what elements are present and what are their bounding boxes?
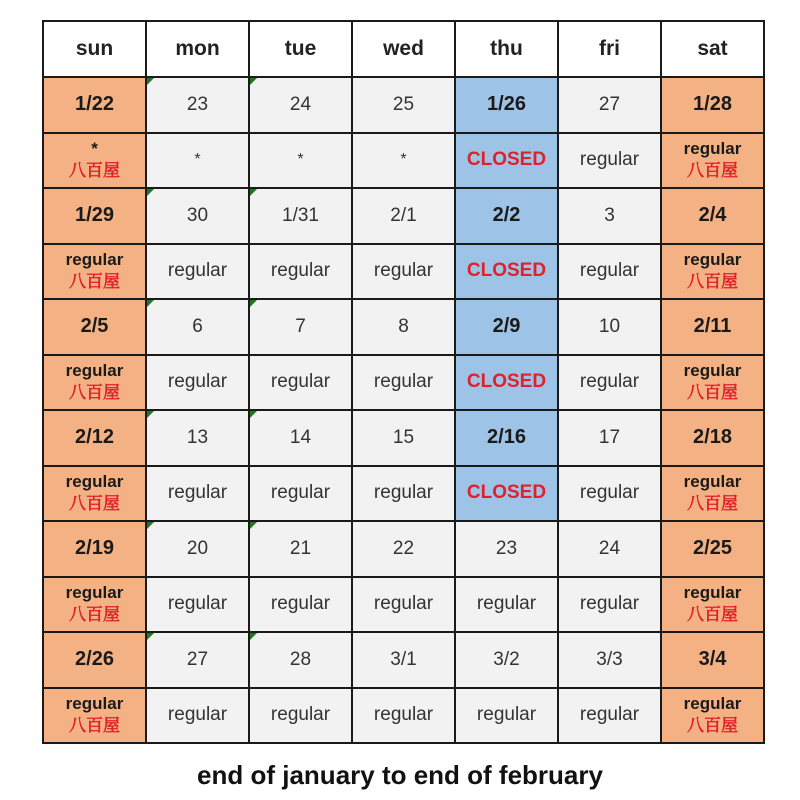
- date-cell[interactable]: [558, 77, 661, 133]
- status-cell[interactable]: [352, 244, 455, 300]
- date-label: 1/29: [75, 204, 114, 227]
- status-label: regular: [373, 260, 434, 282]
- status-label: regular: [167, 704, 228, 726]
- status-label: regular: [65, 360, 124, 380]
- date-cell[interactable]: [249, 188, 352, 244]
- status-label: *: [194, 151, 201, 169]
- status-cell[interactable]: [146, 577, 249, 633]
- date-label: 14: [289, 426, 312, 448]
- date-label: 15: [392, 426, 415, 448]
- date-cell[interactable]: [455, 299, 558, 355]
- comment-marker-icon: [147, 300, 154, 307]
- date-cell[interactable]: [352, 632, 455, 688]
- date-label: 25: [392, 93, 415, 115]
- calendar-body: [43, 77, 764, 743]
- shop-note: 八百屋: [687, 715, 738, 736]
- date-cell[interactable]: [558, 188, 661, 244]
- date-label: 1/26: [487, 93, 526, 116]
- date-label: 27: [186, 648, 209, 670]
- shop-note: 八百屋: [69, 493, 120, 514]
- status-cell[interactable]: [352, 466, 455, 522]
- comment-marker-icon: [250, 300, 257, 307]
- status-cell[interactable]: [661, 466, 764, 522]
- date-label: 6: [192, 315, 203, 337]
- date-cell[interactable]: [146, 521, 249, 577]
- shop-note: 八百屋: [687, 493, 738, 514]
- date-cell[interactable]: [43, 410, 146, 466]
- status-cell[interactable]: [43, 688, 146, 744]
- status-label: regular: [65, 471, 124, 491]
- header-sun: sun: [43, 21, 146, 77]
- date-label: 2/26: [75, 648, 114, 671]
- closed-label: CLOSED: [466, 260, 547, 282]
- date-label: 2/25: [693, 537, 732, 560]
- status-label: regular: [373, 371, 434, 393]
- date-row: [43, 77, 764, 133]
- shop-note: 八百屋: [687, 271, 738, 292]
- status-label: regular: [683, 582, 742, 602]
- date-cell[interactable]: [352, 410, 455, 466]
- header-fri: fri: [558, 21, 661, 77]
- status-cell[interactable]: [249, 355, 352, 411]
- status-label: *: [91, 138, 98, 158]
- comment-marker-icon: [250, 78, 257, 85]
- status-label: regular: [579, 371, 640, 393]
- status-cell[interactable]: [455, 355, 558, 411]
- date-label: 8: [398, 315, 409, 337]
- date-label: 2/5: [80, 315, 109, 338]
- date-cell[interactable]: [146, 410, 249, 466]
- status-label: regular: [65, 693, 124, 713]
- status-cell[interactable]: [146, 688, 249, 744]
- date-label: 3/4: [698, 648, 727, 671]
- date-cell[interactable]: [558, 299, 661, 355]
- header-thu: thu: [455, 21, 558, 77]
- date-cell[interactable]: [249, 521, 352, 577]
- status-label: regular: [579, 149, 640, 171]
- date-cell[interactable]: [249, 632, 352, 688]
- shop-note: 八百屋: [69, 160, 120, 181]
- date-label: 7: [295, 315, 306, 337]
- status-cell[interactable]: [43, 577, 146, 633]
- status-cell[interactable]: [455, 244, 558, 300]
- date-label: 2/19: [75, 537, 114, 560]
- date-label: 20: [186, 537, 209, 559]
- status-cell[interactable]: [146, 466, 249, 522]
- date-cell[interactable]: [661, 77, 764, 133]
- comment-marker-icon: [250, 189, 257, 196]
- status-cell[interactable]: [558, 244, 661, 300]
- date-label: 3/2: [493, 648, 520, 670]
- status-label: regular: [476, 593, 537, 615]
- status-cell[interactable]: [43, 133, 146, 189]
- status-cell[interactable]: [558, 466, 661, 522]
- closed-label: CLOSED: [466, 149, 547, 171]
- date-cell[interactable]: [352, 77, 455, 133]
- date-label: 23: [186, 93, 209, 115]
- comment-marker-icon: [250, 633, 257, 640]
- date-label: 28: [289, 648, 312, 670]
- status-cell[interactable]: [455, 466, 558, 522]
- date-cell[interactable]: [249, 77, 352, 133]
- date-label: 2/16: [487, 426, 526, 449]
- status-row: [43, 466, 764, 522]
- comment-marker-icon: [147, 189, 154, 196]
- closed-label: CLOSED: [466, 371, 547, 393]
- status-label: *: [400, 151, 407, 169]
- date-cell[interactable]: [661, 299, 764, 355]
- shop-note: 八百屋: [687, 382, 738, 403]
- date-row: [43, 299, 764, 355]
- date-cell[interactable]: [455, 410, 558, 466]
- date-label: 3/3: [596, 648, 623, 670]
- status-row: [43, 577, 764, 633]
- status-cell[interactable]: [558, 688, 661, 744]
- status-label: regular: [683, 138, 742, 158]
- status-cell[interactable]: [558, 577, 661, 633]
- calendar-caption: end of january to end of february: [197, 760, 603, 790]
- status-cell[interactable]: [43, 244, 146, 300]
- header-tue: tue: [249, 21, 352, 77]
- status-label: regular: [65, 249, 124, 269]
- status-cell[interactable]: [558, 355, 661, 411]
- status-cell[interactable]: [43, 466, 146, 522]
- status-cell[interactable]: [249, 688, 352, 744]
- status-label: regular: [270, 593, 331, 615]
- status-cell[interactable]: [146, 355, 249, 411]
- status-label: regular: [683, 249, 742, 269]
- shop-note: 八百屋: [69, 271, 120, 292]
- shop-note: 八百屋: [69, 604, 120, 625]
- comment-marker-icon: [147, 78, 154, 85]
- date-cell[interactable]: [352, 188, 455, 244]
- date-label: 2/11: [693, 315, 732, 338]
- date-label: 21: [289, 537, 312, 559]
- status-label: regular: [270, 482, 331, 504]
- date-cell[interactable]: [455, 188, 558, 244]
- date-label: 1/28: [693, 93, 732, 116]
- header-sat: sat: [661, 21, 764, 77]
- status-label: regular: [579, 593, 640, 615]
- comment-marker-icon: [147, 522, 154, 529]
- date-cell[interactable]: [558, 410, 661, 466]
- date-label: 23: [495, 537, 518, 559]
- date-label: 17: [598, 426, 621, 448]
- date-label: 1/22: [75, 93, 114, 116]
- status-cell[interactable]: [661, 133, 764, 189]
- date-label: 2/12: [75, 426, 114, 449]
- date-row: [43, 410, 764, 466]
- date-label: 2/1: [390, 204, 417, 226]
- status-cell[interactable]: [249, 466, 352, 522]
- status-cell[interactable]: [352, 355, 455, 411]
- status-label: regular: [270, 704, 331, 726]
- status-cell[interactable]: [661, 688, 764, 744]
- status-cell[interactable]: [455, 688, 558, 744]
- status-cell[interactable]: [352, 688, 455, 744]
- date-cell[interactable]: [352, 299, 455, 355]
- date-label: 10: [598, 315, 621, 337]
- date-cell[interactable]: [146, 188, 249, 244]
- date-cell[interactable]: [146, 632, 249, 688]
- date-label: 3/1: [390, 648, 417, 670]
- date-cell[interactable]: [43, 188, 146, 244]
- status-label: regular: [683, 471, 742, 491]
- status-label: *: [297, 151, 304, 169]
- date-cell[interactable]: [455, 77, 558, 133]
- comment-marker-icon: [250, 411, 257, 418]
- date-label: 2/18: [693, 426, 732, 449]
- date-label: 2/2: [492, 204, 521, 227]
- date-cell[interactable]: [661, 632, 764, 688]
- status-label: regular: [476, 704, 537, 726]
- header-mon: mon: [146, 21, 249, 77]
- status-cell[interactable]: [146, 244, 249, 300]
- status-label: regular: [579, 260, 640, 282]
- status-cell[interactable]: [352, 133, 455, 189]
- status-label: regular: [270, 260, 331, 282]
- status-row: [43, 244, 764, 300]
- status-label: regular: [373, 593, 434, 615]
- calendar-table: [42, 20, 765, 744]
- date-row: [43, 521, 764, 577]
- date-label: 30: [186, 204, 209, 226]
- date-label: 2/4: [698, 204, 727, 227]
- status-row: [43, 355, 764, 411]
- status-cell[interactable]: [661, 355, 764, 411]
- status-label: regular: [167, 260, 228, 282]
- shop-note: 八百屋: [687, 160, 738, 181]
- comment-marker-icon: [147, 411, 154, 418]
- date-row: [43, 632, 764, 688]
- closed-label: CLOSED: [466, 482, 547, 504]
- status-cell[interactable]: [146, 133, 249, 189]
- date-cell[interactable]: [558, 521, 661, 577]
- status-label: regular: [373, 482, 434, 504]
- status-label: regular: [167, 371, 228, 393]
- status-cell[interactable]: [455, 577, 558, 633]
- status-label: regular: [683, 693, 742, 713]
- status-row: [43, 688, 764, 744]
- date-cell[interactable]: [43, 521, 146, 577]
- shop-note: 八百屋: [69, 382, 120, 403]
- date-label: 1/31: [282, 204, 319, 226]
- status-label: regular: [270, 371, 331, 393]
- date-label: 2/9: [492, 315, 521, 338]
- date-cell[interactable]: [43, 299, 146, 355]
- status-label: regular: [373, 704, 434, 726]
- date-cell[interactable]: [43, 77, 146, 133]
- status-cell[interactable]: [661, 244, 764, 300]
- date-row: [43, 188, 764, 244]
- header-row: [43, 21, 764, 77]
- date-cell[interactable]: [661, 410, 764, 466]
- date-cell[interactable]: [661, 188, 764, 244]
- status-label: regular: [167, 482, 228, 504]
- status-cell[interactable]: [249, 133, 352, 189]
- status-cell[interactable]: [455, 133, 558, 189]
- date-cell[interactable]: [146, 299, 249, 355]
- date-label: 27: [598, 93, 621, 115]
- date-cell[interactable]: [249, 410, 352, 466]
- status-cell[interactable]: [558, 133, 661, 189]
- comment-marker-icon: [250, 522, 257, 529]
- date-label: 13: [186, 426, 209, 448]
- date-label: 24: [598, 537, 621, 559]
- date-cell[interactable]: [352, 521, 455, 577]
- status-label: regular: [65, 582, 124, 602]
- date-cell[interactable]: [455, 521, 558, 577]
- date-cell[interactable]: [558, 632, 661, 688]
- status-label: regular: [579, 482, 640, 504]
- date-cell[interactable]: [43, 632, 146, 688]
- status-label: regular: [167, 593, 228, 615]
- date-cell[interactable]: [455, 632, 558, 688]
- status-cell[interactable]: [352, 577, 455, 633]
- shop-note: 八百屋: [687, 604, 738, 625]
- date-label: 22: [392, 537, 415, 559]
- comment-marker-icon: [147, 633, 154, 640]
- status-cell[interactable]: [661, 577, 764, 633]
- date-label: 3: [604, 204, 615, 226]
- status-cell[interactable]: [43, 355, 146, 411]
- status-label: regular: [579, 704, 640, 726]
- status-cell[interactable]: [249, 577, 352, 633]
- status-cell[interactable]: [249, 244, 352, 300]
- status-label: regular: [683, 360, 742, 380]
- date-cell[interactable]: [146, 77, 249, 133]
- date-cell[interactable]: [249, 299, 352, 355]
- date-label: 24: [289, 93, 312, 115]
- date-cell[interactable]: [661, 521, 764, 577]
- shop-note: 八百屋: [69, 715, 120, 736]
- status-row: [43, 133, 764, 189]
- header-wed: wed: [352, 21, 455, 77]
